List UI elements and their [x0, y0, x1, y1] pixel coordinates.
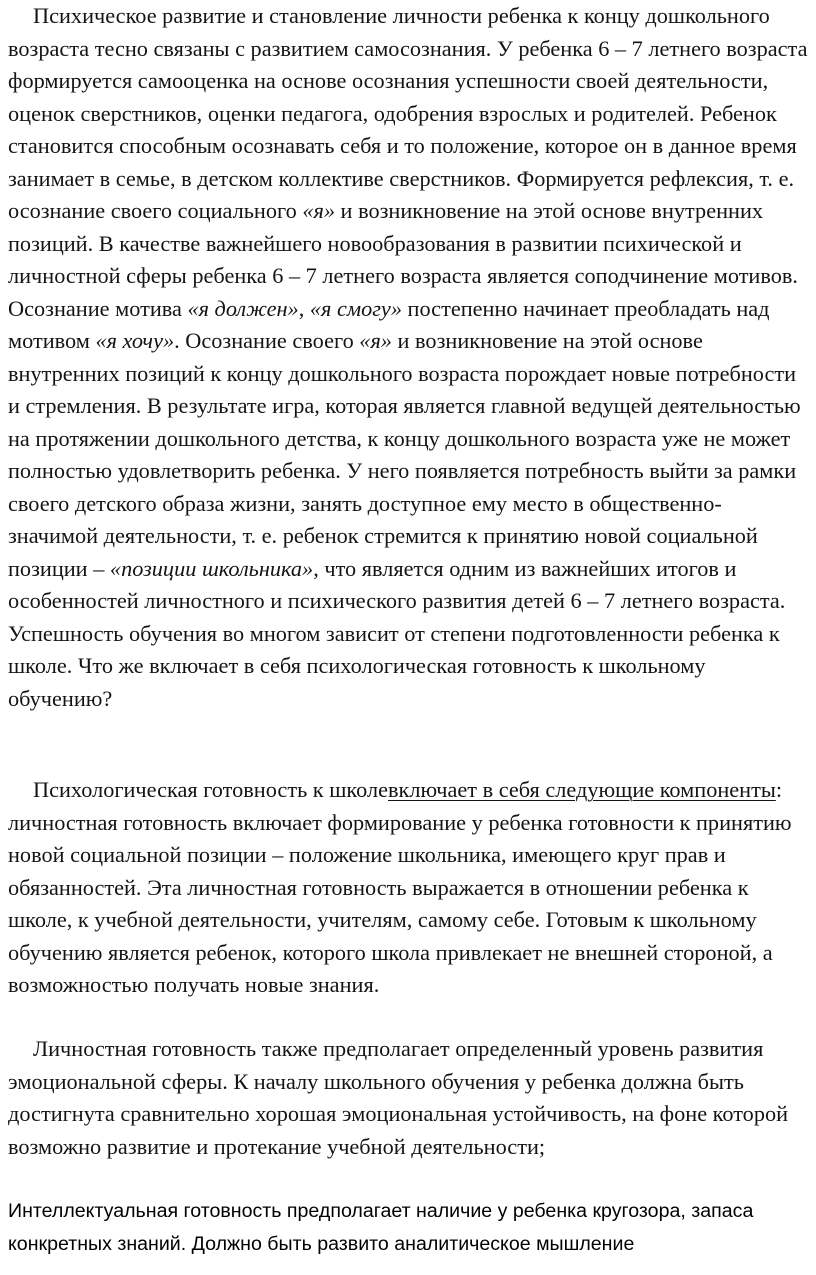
text-run: Интеллектуальная готовность предполагает наличие у ребенка кругозора, запаса конкретных знаний. Должно быть развито аналитическое мышление	[8, 1200, 754, 1255]
text-run: и возникновение на этой основе внутренних позиций к концу дошкольного возраста порождает новые потребности и стремления. В результате игра, которая является главной ведущей деятельностью на протяжении дошкольного детства, к концу дошкольного возраста уже не может полностью удовлетворить ребенка. У него появляется потребность выйти за рамки своего детского образа жизни, занять доступное ему место в общественно-значимой деятельности, т. е. ребенок стремится к принятию новой социальной позиции –	[8, 328, 801, 581]
text-run: постепенно начинает преобладать над мотивом	[8, 295, 770, 353]
text-run: , что является одним из важнейших итогов и особенностей личностного и психического развития детей 6 – 7 летнего возраста. Успешность обучения во многом зависит от степени подготовленности ребенка к школе. Что же включает в себя психологическая готовность к школьному обучению?	[8, 555, 786, 711]
paragraph-intellectual-readiness	[0, 1195, 816, 1260]
italic-quote: «я смогу»	[309, 295, 402, 321]
italic-quote: «я должен»	[187, 295, 299, 321]
text-run: . Осознание своего	[174, 328, 360, 353]
text-run: Личностная готовность также предполагает определенный уровень развития эмоциональной сферы. К началу школьного обучения у ребенка должна быть достигнута сравнительно хорошая эмоциональная устойчивость, на фоне которой возможно развитие и протекание учебной деятельности;	[8, 1036, 789, 1159]
italic-quote: «я»	[359, 328, 392, 353]
text-run: и возникновение на этой основе внутренних позиций. В качестве важнейшего новообразования в развитии психической и личностной сферы ребенка 6 – 7 летнего возраста является соподчинение мотивов. Осознание мотива	[8, 198, 798, 321]
text-run: Психологическая готовность к школе	[33, 777, 388, 802]
paragraph-emotional-readiness	[0, 1033, 816, 1163]
underlined-phrase: включает в себя следующие компоненты	[387, 777, 776, 802]
text-run: ,	[298, 295, 310, 321]
italic-quote: «я»	[302, 198, 335, 223]
paragraph-psychological-readiness	[0, 774, 816, 1002]
italic-quote: «я хочу»	[95, 328, 175, 353]
italic-quote: «позиции школьника»	[109, 555, 314, 581]
text-run: Психическое развитие и становление личности ребенка к концу дошкольного возраста тесно связаны с развитием самосознания. У ребенка 6 – 7 летнего возраста формируется самооценка на основе осознания успешности своей деятельности, оценок сверстников, оценки педагога, одобрения взрослых и родителей. Ребенок становится способным осознавать себя и то положение, которое он в данное время занимает в семье, в детском коллективе сверстников. Формируется рефлексия, т. е. осознание своего социального	[8, 3, 808, 223]
text-run: : личностная готовность включает формирование у ребенка готовности к принятию новой социальной позиции – положение школьника, имеющего круг прав и обязанностей. Эта личностная готовность выражается в отношении ребенка к школе, к учебной деятельности, учителям, самому себе. Готовым к школьному обучению является ребенок, которого школа привлекает не внешней стороной, а возможностью получать новые знания.	[8, 777, 792, 997]
